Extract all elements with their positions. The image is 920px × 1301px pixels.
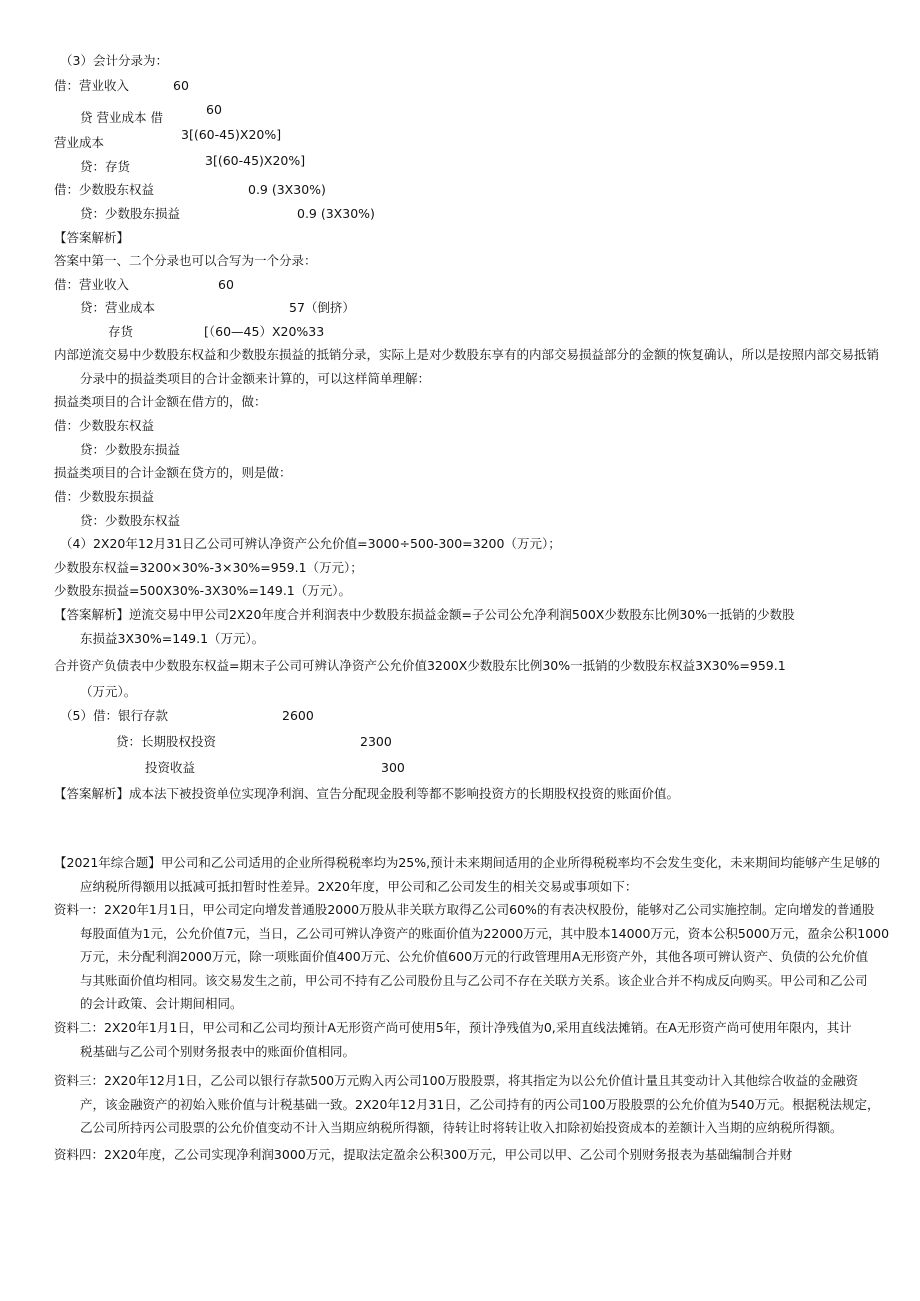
s4-line3: 少数股东损益=500X30%-3X30%=149.1（万元）。 [54,583,351,598]
s5-line1-amount: 2600 [282,708,314,723]
s5-line1-label: （5）借：银行存款 [60,708,168,723]
question-intro-line1 [54,851,881,875]
a1-tag: 【答案解析】 [54,230,130,245]
material-1 [54,898,890,1016]
material-3-line1: 资料三：2X20年12月1日，乙公司以银行存款500万元购入丙公司100万股股票，将其指定为以公允价值计量且其变动计入其他综合收益的金融资 [54,1073,859,1088]
material-1-line4: 与其账面价值均相同。该交易发生之前，甲公司不持有乙公司股份且与乙公司不存在关联方关系。该企业合并不构成反向购买。甲公司和乙公司 [80,972,868,988]
s3-line6-amount: 0.9 (3X30%) [297,206,375,221]
material-1-line5: 的会计政策、会计期间相同。 [80,996,243,1011]
material-3 [54,1069,880,1140]
s3-heading: （3）会计分录为： [60,53,168,68]
material-1-line3: 万元，未分配利润2000万元，除一项账面价值400万元、公允价值600万元的行政管理用A无形资产外，其他各项可辨认资产、负债的公允价值 [80,949,869,964]
question-intro-text1: 甲公司和乙公司适用的企业所得税税率均为25%,预计未来期间适用的企业所得税税率均不会发生变化，未来期间均能够产生足够的 [160,855,881,870]
s4-answer-line2: 东损益3X30%=149.1（万元）。 [80,631,265,646]
a1-line7: 贷：少数股东损益 [80,442,181,457]
s3-line6-label: 贷：少数股东损益 [80,206,181,221]
s5-line3-label: 投资收益 [145,760,196,775]
material-4 [54,1143,866,1167]
s4-answer-tag: 【答案解析】 [54,607,130,622]
s4-line2: 少数股东权益=3200×30%-3×30%=959.1（万元）； [54,560,363,575]
s3-line2-label: 贷 营业成本 借 [80,110,163,125]
question-tag: 【2021年综合题】 [54,855,161,870]
a1-line2-label: 借：营业收入 [54,277,130,292]
material-1-line1: 资料一：2X20年1月1日，甲公司定向增发普通股2000万股从非关联方取得乙公司60%的有表决权股份，能够对乙公司实施控制。定向增发的普通股 [54,902,875,917]
material-3-line2: 产，该金融资产的初始入账价值与计税基础一致。2X20年12月31日，乙公司持有的丙公司100万股股票的公允价值为540万元。根据税法规定， [80,1096,880,1112]
s3-line1-amount: 60 [173,78,189,93]
s3-line1-label: 借：营业收入 [54,78,130,93]
a1-para1-line1: 内部逆流交易中少数股东权益和少数股东损益的抵销分录，实际上是对少数股东享有的内部交易损益部分的金额的恢复确认，所以是按照内部交易抵销 [54,347,880,362]
s3-line3-amount: 3[(60-45)X20%] [181,127,282,142]
a1-line3-label: 贷：营业成本 [80,300,156,315]
material-4-line1: 资料四：2X20年度，乙公司实现净利润3000万元，提取法定盈余公积300万元，甲公司以甲、乙公司个别财务报表为基础编制合并财 [54,1147,793,1162]
s4-answer-line4: （万元）。 [80,684,137,699]
s3-line4-label: 贷：存货 [80,159,131,174]
question-intro [54,851,881,898]
a1-line1: 答案中第一、二个分录也可以合写为一个分录： [54,253,317,268]
material-2 [54,1016,866,1063]
material-2-line2: 税基础与乙公司个别财务报表中的账面价值相同。 [80,1043,356,1059]
a1-line3-amount: 57（倒挤） [289,300,355,315]
s5-answer-text: 成本法下被投资单位实现净利润、宣告分配现金股利等都不影响投资方的长期股权投资的账面价值。 [129,786,680,801]
s5-line2-amount: 2300 [360,734,392,749]
a1-line6: 借：少数股东权益 [54,418,155,433]
a1-line9: 借：少数股东损益 [54,489,155,504]
s4-answer-text1: 逆流交易中甲公司2X20年度合并利润表中少数股东损益金额=子公司公允净利润500X少数股东比例30%一抵销的少数股 [129,607,795,622]
s3-line3-label: 营业成本 [54,135,105,150]
s4-answer-line1 [54,606,795,624]
s5-answer [54,785,679,803]
s4-answer-line3: 合并资产负债表中少数股东权益=期末子公司可辨认净资产公允价值3200X少数股东比例30%一抵销的少数股东权益3X30%=959.1 [54,658,786,673]
s3-line5-amount: 0.9 (3X30%) [248,182,326,197]
material-2-line1: 资料二：2X20年1月1日，甲公司和乙公司均预计A无形资产尚可使用5年，预计净残值为0,采用直线法摊销。在A无形资产尚可使用年限内，其计 [54,1020,852,1035]
question-intro-line2: 应纳税所得额用以抵减可抵扣暂时性差异。2X20年度，甲公司和乙公司发生的相关交易或事项如下： [80,878,638,894]
a1-line5: 损益类项目的合计金额在借方的，做： [54,394,267,409]
s3-line2-amount: 60 [206,102,222,117]
a1-line4-label: 存货 [108,324,134,339]
material-3-line3: 乙公司所持丙公司股票的公允价值变动不计入当期应纳税所得额，待转让时将转让收入扣除初始投资成本的差额计入当期的应纳税所得额。 [80,1120,843,1135]
s4-line1: （4）2X20年12月31日乙公司可辨认净资产公允价值=3000÷500-300=3200（万元）； [60,536,561,551]
a1-line2-amount: 60 [218,277,234,292]
s5-answer-tag: 【答案解析】 [54,786,130,801]
a1-para1-line2: 分录中的损益类项目的合计金额来计算的，可以这样简单理解： [80,371,431,386]
a1-line10: 贷：少数股东权益 [80,513,181,528]
s3-line5-label: 借：少数股东权益 [54,182,155,197]
s5-line2-label: 贷：长期股权投资 [116,734,217,749]
material-1-line2: 每股面值为1元，公允价值7元，当日，乙公司可辨认净资产的账面价值为22000万元，其中股本14000万元，资本公积5000万元，盈余公积1000 [80,925,890,941]
a1-line8: 损益类项目的合计金额在贷方的，则是做： [54,465,292,480]
s3-line4-amount: 3[(60-45)X20%] [205,153,306,168]
a1-line4-amount: [（60—45）X20%33 [204,324,325,339]
s5-line3-amount: 300 [381,760,405,775]
